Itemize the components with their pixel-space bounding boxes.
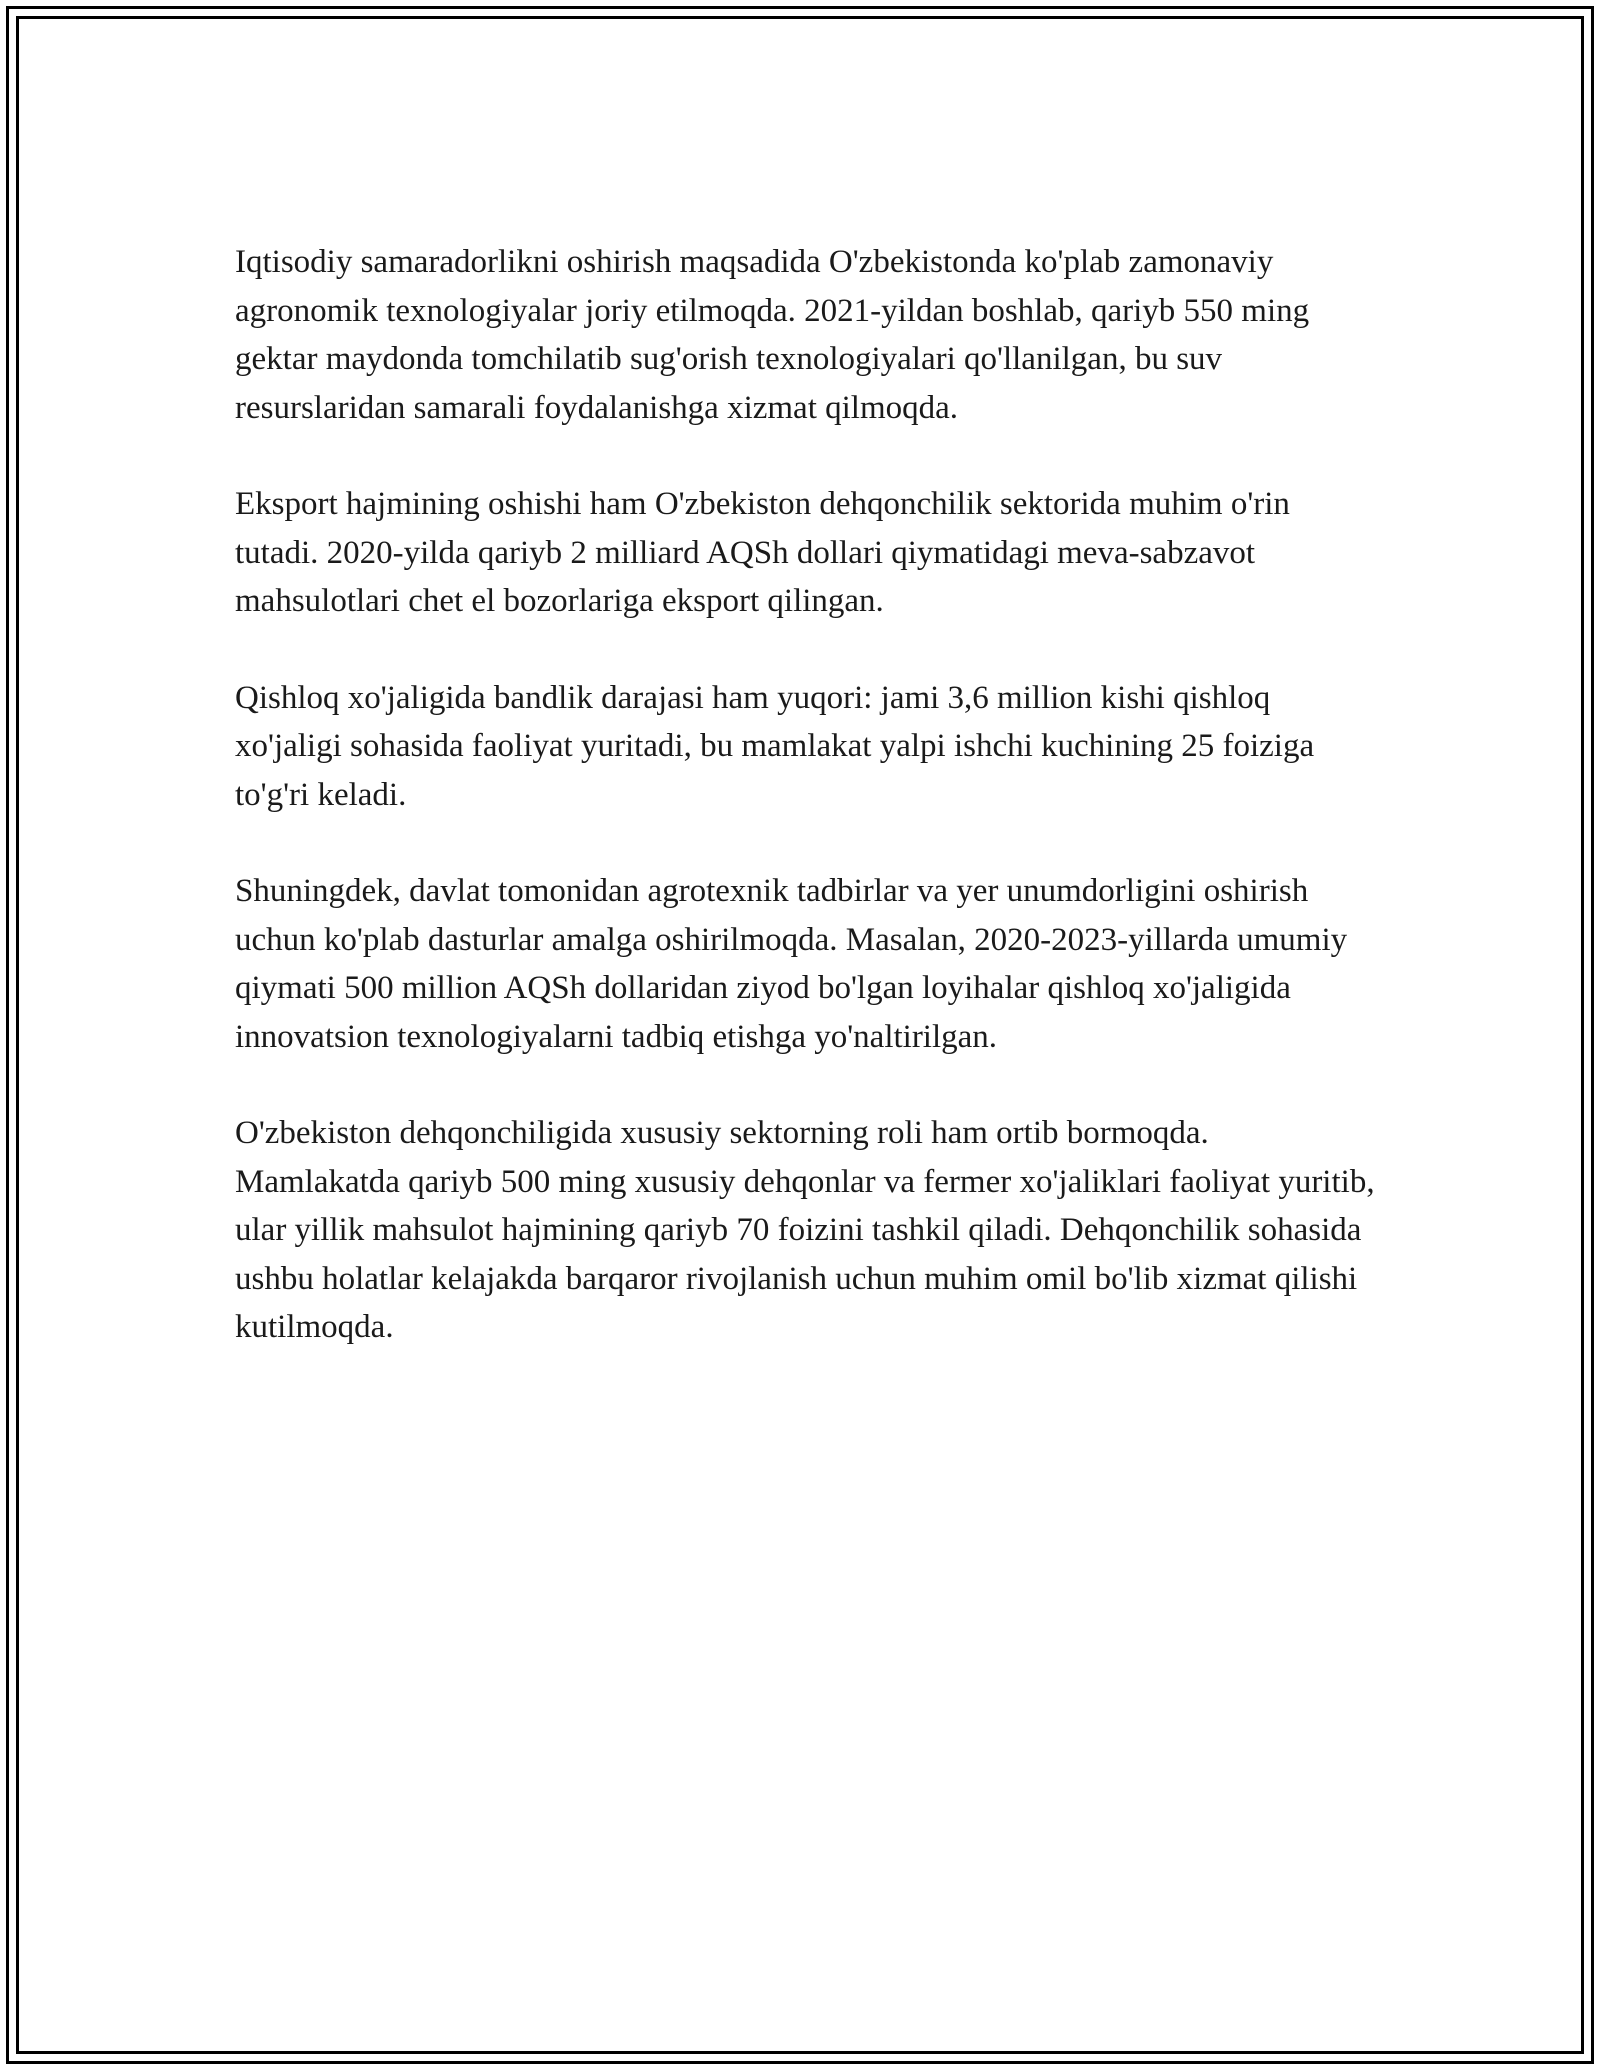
paragraph-export-volume: Eksport hajmining oshishi ham O'zbekiston dehqonchilik sektorida muhim o'rin tutadi. 2020-yilda qariyb 2 milliard AQSh dollari qiymatidagi meva-sabzavot mahsulotlari chet el bozorlariga eksport qilingan. [235,486,1290,619]
paragraph-employment: Qishloq xo'jaligida bandlik darajasi ham yuqori: jami 3,6 million kishi qishloq xo'jaligi sohasida faoliyat yuritadi, bu mamlakat yalpi ishchi kuchining 25 foiziga to'g'ri keladi. [235,679,1315,813]
document-body [235,238,1380,1400]
paragraph-state-programs: Shuningdek, davlat tomonidan agrotexnik tadbirlar va yer unumdorligini oshirish uchun ko'plab dasturlar amalga oshirilmoqda. Masalan, 2020-2023-yillarda umumiy qiymati 500 million AQSh dollaridan ziyod bo'lgan loyihalar qishloq xo'jaligida innovatsion texnologiyalarni tadbiq etishga yo'naltirilgan. [235,873,1348,1055]
paragraph-agronomic-technologies: Iqtisodiy samaradorlikni oshirish maqsadida O'zbekistonda ko'plab zamonaviy agronomik texnologiyalar joriy etilmoqda. 2021-yildan boshlab, qariyb 550 ming gektar maydonda tomchilatib sug'orish texnologiyalari qo'llanilgan, bu suv resurslaridan samarali foydalanishga xizmat qilmoqda. [235,244,1310,426]
paragraph-private-sector: O'zbekiston dehqonchiligida xususiy sektorning roli ham ortib bormoqda. Mamlakatda qariyb 500 ming xususiy dehqonlar va fermer xo'jaliklari faoliyat yuritib, ular yillik mahsulot hajmining qariyb 70 foizini tashkil qiladi. Dehqonchilik sohasida ushbu holatlar kelajakda barqaror rivojlanish uchun muhim omil bo'lib xizmat qilishi kutilmoqda. [235,1115,1375,1345]
